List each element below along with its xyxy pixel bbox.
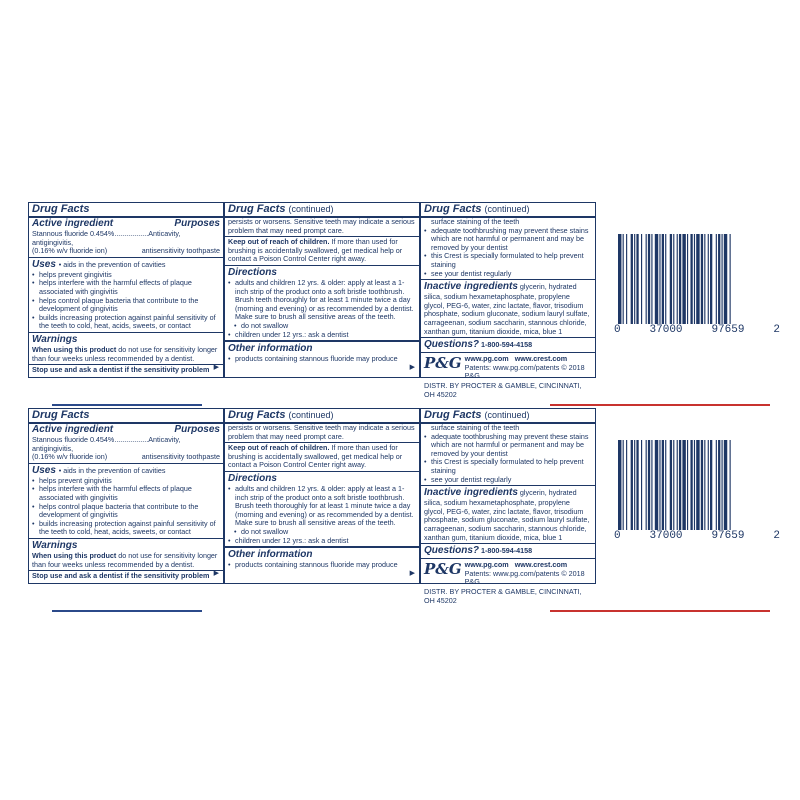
barcode-bar (646, 440, 647, 530)
keep-out-bold: Keep out of reach of children. (228, 237, 330, 247)
uses-title: Uses (32, 258, 56, 270)
panel-title: Drug Facts (29, 409, 223, 424)
staining-text: surface staining of the teeth (431, 423, 520, 432)
barcode-bar (687, 234, 688, 324)
barcode-digit: 97659 (711, 324, 745, 336)
barcode-bar (646, 234, 647, 324)
barcode-bar (662, 234, 664, 324)
barcode-bar (651, 234, 652, 324)
divider (421, 558, 595, 559)
barcode-bar (665, 234, 666, 324)
continued-text: (continued) (288, 410, 334, 420)
uses-heading (29, 465, 223, 477)
barcode-bar (710, 440, 712, 530)
uses-item: • helps control plaque bacteria that contribute to the development of gingivitis (29, 297, 223, 314)
drug-facts-label-bottom (22, 408, 778, 606)
continue-arrow-icon: ▶ (409, 570, 415, 578)
drug-facts-panel-3 (420, 408, 596, 605)
barcode-bar (631, 440, 633, 530)
drug-facts-panel-1 (28, 202, 224, 378)
barcode-bar (636, 440, 638, 530)
barcode-bar (696, 440, 699, 530)
barcode-bar (682, 234, 685, 324)
barcode-digit: 37000 (649, 324, 683, 336)
barcode-bar (634, 440, 635, 530)
uses-heading (29, 259, 223, 271)
barcode-bar (694, 234, 695, 324)
barcode-bar (730, 234, 731, 324)
barcode-bar (708, 234, 709, 324)
divider (225, 546, 419, 548)
divider (225, 471, 419, 472)
other-bullet: • this Crest is specially formulated to help prevent staining (421, 458, 595, 475)
uses-first-item: • aids in the prevention of cavities (58, 465, 166, 475)
purpose-text: antisensitivity toothpaste (141, 452, 220, 462)
barcode-bar (724, 234, 727, 324)
other-information-item: • products containing stannous fluoride may produce (225, 355, 419, 364)
barcode-bar (677, 234, 678, 324)
barcode-bar (722, 440, 723, 530)
barcode-digit: 97659 (711, 530, 745, 542)
barcode-digits (614, 530, 780, 542)
divider (421, 337, 595, 338)
panel-title-text: Drug Facts (424, 203, 482, 215)
divider (225, 265, 419, 266)
questions-line (421, 339, 595, 351)
barcode-bar (648, 440, 650, 530)
panel-title-text: Drug Facts (228, 409, 286, 421)
barcode-digit: 37000 (649, 530, 683, 542)
barcode-bar (655, 440, 658, 530)
divider (421, 279, 595, 280)
when-using-text (29, 346, 223, 363)
active-ingredient-line: Stannous fluoride 0.454%.................Anticavity, antigingivitis, (32, 229, 181, 247)
barcode-bar (626, 234, 627, 324)
keep-out-body: If more than used for brushing is accidentally swallowed, get medical help or contact a Poison Control Center right away. (228, 237, 403, 264)
inactive-ingredients-text: glycerin, hydrated silica, sodium hexametaphosphate, propylene glycol, PEG-6, water, zinc lactate, flavor, trisodium phosphate, sodium gluconate, sodium lauryl sulfate, carrageenan, sodium saccharin, stannous chloride, xanthan gum, titanium dioxide, mica, blue 1 (424, 488, 590, 542)
active-ingredient-row-2 (29, 247, 223, 256)
uses-item: • helps interfere with the harmful effects of plaque associated with gingivitis (29, 485, 223, 502)
barcode-bar (641, 440, 642, 530)
barcode-digits (614, 324, 780, 336)
other-information-item: • products containing stannous fluoride may produce (225, 561, 419, 570)
barcode-bar (631, 234, 633, 324)
staining-text: surface staining of the teeth (431, 217, 520, 226)
manufacturer-block (421, 354, 595, 382)
barcode-bar (682, 440, 685, 530)
drug-facts-label-top (22, 202, 778, 400)
panel-title (421, 203, 595, 218)
website-pg: www.pg.com (464, 354, 509, 364)
distributor-text: DISTR. BY PROCTER & GAMBLE, CINCINNATI, OH 45202 (424, 586, 582, 605)
website-crest: www.crest.com (514, 354, 568, 364)
barcode-bar (636, 234, 638, 324)
keep-out-body: If more than used for brushing is accidentally swallowed, get medical help or contact a Poison Control Center right away. (228, 443, 403, 470)
inactive-ingredients-heading: Inactive ingredients (424, 487, 518, 499)
active-ingredient-row-2 (29, 453, 223, 462)
barcode-bar (670, 234, 672, 324)
fluoride-ion-text: (0.16% w/v fluoride ion) (32, 246, 108, 256)
directions-heading: Directions (228, 266, 277, 278)
continued-text: (continued) (484, 410, 530, 420)
barcode-bar (655, 234, 658, 324)
other-bullet: • see your dentist regularly (421, 270, 595, 279)
divider (421, 543, 595, 544)
keep-out-text (225, 238, 419, 264)
continue-arrow-icon: ▶ (213, 570, 219, 578)
questions-phone: 1-800-594-4158 (481, 546, 533, 556)
barcode-bar (704, 234, 705, 324)
directions-item: • children under 12 yrs.: ask a dentist (225, 537, 419, 546)
barcode-bar (701, 234, 703, 324)
panel-title (225, 409, 419, 424)
barcode-bar (701, 440, 703, 530)
barcode-bar (694, 440, 695, 530)
pg-logo: P&G (424, 560, 462, 579)
active-ingredient-line: Stannous fluoride 0.454%.................Anticavity, antigingivitis, (32, 435, 181, 453)
barcode-bar (724, 440, 727, 530)
edge-line-blue (52, 610, 202, 612)
uses-item: • builds increasing protection against painful sensitivity of the teeth to cold, heat, acids, sweets, or contact (29, 314, 223, 331)
purpose-text: antisensitivity toothpaste (141, 246, 220, 256)
uses-item: • builds increasing protection against painful sensitivity of the teeth to cold, heat, acids, sweets, or contact (29, 520, 223, 537)
barcode-bar (690, 234, 692, 324)
drug-facts-panel-1 (28, 408, 224, 584)
other-bullet: • adequate toothbrushing may prevent these stains which are not harmful or permanent and may be removed by your dentist (421, 227, 595, 253)
panel-title-text: Drug Facts (228, 203, 286, 215)
patents-text: Patents: www.pg.com/patents © 2018 P&G (464, 568, 585, 587)
barcode-bar (665, 440, 666, 530)
distributor-text: DISTR. BY PROCTER & GAMBLE, CINCINNATI, OH 45202 (424, 380, 582, 399)
barcode-bar (690, 440, 692, 530)
barcode-bar (679, 440, 681, 530)
when-using-body: do not use for sensitivity longer than four weeks unless recommended by a dentist. (32, 550, 218, 569)
barcode-bar (634, 234, 635, 324)
divider (421, 485, 595, 486)
divider (29, 257, 223, 258)
continued-text: (continued) (288, 204, 334, 214)
barcode-bar (716, 234, 717, 324)
intro-text: persists or worsens. Sensitive teeth may indicate a serious problem that may need prompt care. (228, 217, 415, 235)
continue-arrow-icon: ▶ (409, 364, 415, 372)
panel-title: Drug Facts (29, 203, 223, 218)
uses-item: • helps prevent gingivitis (29, 477, 223, 486)
other-information-heading: Other information (228, 343, 313, 355)
barcode-bar (626, 440, 627, 530)
directions-heading: Directions (228, 472, 277, 484)
active-ingredient-heading: Active ingredient (32, 424, 114, 435)
barcode-bar (718, 234, 720, 324)
panel-title (421, 409, 595, 424)
barcode-digit: 0 (614, 324, 621, 336)
barcode (614, 440, 780, 530)
pg-logo: P&G (424, 354, 462, 373)
directions-item: • do not swallow (225, 322, 419, 331)
barcode-digit: 0 (614, 530, 621, 542)
intro-text: persists or worsens. Sensitive teeth may indicate a serious problem that may need prompt care. (228, 423, 415, 441)
when-using-bold: When using this product (32, 550, 117, 560)
stop-use-text: Stop use and ask a dentist if the sensitivity problem (32, 571, 210, 581)
manufacturer-info (465, 561, 592, 587)
uses-item: • helps control plaque bacteria that contribute to the development of gingivitis (29, 503, 223, 520)
patents-text: Patents: www.pg.com/patents © 2018 P&G (464, 362, 585, 381)
divider (421, 352, 595, 353)
barcode-bar (718, 440, 720, 530)
barcode-bar (659, 234, 660, 324)
barcode-bar (641, 234, 642, 324)
barcode-bar (623, 234, 624, 324)
barcode-bar (704, 440, 705, 530)
other-bullet: • see your dentist regularly (421, 476, 595, 485)
questions-heading: Questions? (424, 545, 480, 557)
edge-line-blue (52, 404, 202, 406)
questions-phone: 1-800-594-4158 (481, 340, 533, 350)
divider (225, 340, 419, 342)
inactive-ingredients (421, 487, 595, 542)
edge-line-red (550, 610, 770, 612)
purposes-heading: Purposes (174, 218, 220, 229)
manufacturer-block (421, 560, 595, 588)
uses-item: • helps prevent gingivitis (29, 271, 223, 280)
directions-item: • do not swallow (225, 528, 419, 537)
barcode-bar (618, 440, 621, 530)
barcode-bar (677, 440, 678, 530)
uses-item: • helps interfere with the harmful effects of plaque associated with gingivitis (29, 279, 223, 296)
directions-item: • children under 12 yrs.: ask a dentist (225, 331, 419, 340)
barcode-bar (659, 440, 660, 530)
divider (29, 538, 223, 539)
barcode-bar (673, 234, 674, 324)
warnings-heading: Warnings (32, 333, 78, 345)
keep-out-bold: Keep out of reach of children. (228, 443, 330, 453)
barcode-bar (710, 234, 712, 324)
divider (29, 332, 223, 333)
panel-title (225, 203, 419, 218)
warnings-heading: Warnings (32, 539, 78, 551)
continued-text: (continued) (484, 204, 530, 214)
inactive-ingredients-text: glycerin, hydrated silica, sodium hexametaphosphate, propylene glycol, PEG-6, water, zinc lactate, flavor, trisodium phosphate, sodium gluconate, sodium lauryl sulfate, carrageenan, sodium saccharin, stannous chloride, xanthan gum, titanium dioxide, mica, blue 1 (424, 282, 590, 336)
drug-facts-panel-3 (420, 202, 596, 399)
when-using-body: do not use for sensitivity longer than four weeks unless recommended by a dentist. (32, 344, 218, 363)
edge-line-red (550, 404, 770, 406)
barcode (614, 234, 780, 324)
barcode-bar (651, 440, 652, 530)
barcode-bar (673, 440, 674, 530)
barcode-bar (679, 234, 681, 324)
barcode-bar (618, 234, 621, 324)
questions-heading: Questions? (424, 339, 480, 351)
active-ingredient-heading: Active ingredient (32, 218, 114, 229)
stop-use-text: Stop use and ask a dentist if the sensitivity problem (32, 365, 210, 375)
website-pg: www.pg.com (464, 560, 509, 570)
website-crest: www.crest.com (514, 560, 568, 570)
barcode-bar (716, 440, 717, 530)
inactive-ingredients (421, 281, 595, 336)
drug-facts-panel-2 (224, 202, 420, 378)
barcode-bar (662, 440, 664, 530)
purposes-heading: Purposes (174, 424, 220, 435)
barcode-bar (722, 234, 723, 324)
other-bullet: • this Crest is specially formulated to help prevent staining (421, 252, 595, 269)
fluoride-ion-text: (0.16% w/v fluoride ion) (32, 452, 108, 462)
manufacturer-info (465, 355, 592, 381)
barcode-bar (730, 440, 731, 530)
keep-out-text (225, 444, 419, 470)
barcode-digit: 2 (773, 530, 780, 542)
divider (29, 463, 223, 464)
when-using-text (29, 552, 223, 569)
barcode-bar (696, 234, 699, 324)
barcode-bar (623, 440, 624, 530)
panel-title-text: Drug Facts (424, 409, 482, 421)
directions-item: • adults and children 12 yrs. & older: apply at least a 1-inch strip of the product onto a soft bristle toothbrush. Brush teeth thoroughly for at least 1 minute twice a day (morning and evening) or as recommended by a dentist. Make sure to brush all sensitive areas of the teeth. (225, 485, 419, 528)
when-using-bold: When using this product (32, 344, 117, 354)
barcode-digit: 2 (773, 324, 780, 336)
uses-title: Uses (32, 464, 56, 476)
continue-arrow-icon: ▶ (213, 364, 219, 372)
barcode-bar (648, 234, 650, 324)
uses-first-item: • aids in the prevention of cavities (58, 259, 166, 269)
barcode-bar (670, 440, 672, 530)
barcode-bar (708, 440, 709, 530)
other-bullet: • adequate toothbrushing may prevent these stains which are not harmful or permanent and may be removed by your dentist (421, 433, 595, 459)
other-information-heading: Other information (228, 549, 313, 561)
barcode-bar (687, 440, 688, 530)
directions-item: • adults and children 12 yrs. & older: apply at least a 1-inch strip of the product onto a soft bristle toothbrush. Brush teeth thoroughly for at least 1 minute twice a day (morning and evening) or as recommended by a dentist. Make sure to brush all sensitive areas of the teeth. (225, 279, 419, 322)
drug-facts-panel-2 (224, 408, 420, 584)
inactive-ingredients-heading: Inactive ingredients (424, 281, 518, 293)
questions-line (421, 545, 595, 557)
